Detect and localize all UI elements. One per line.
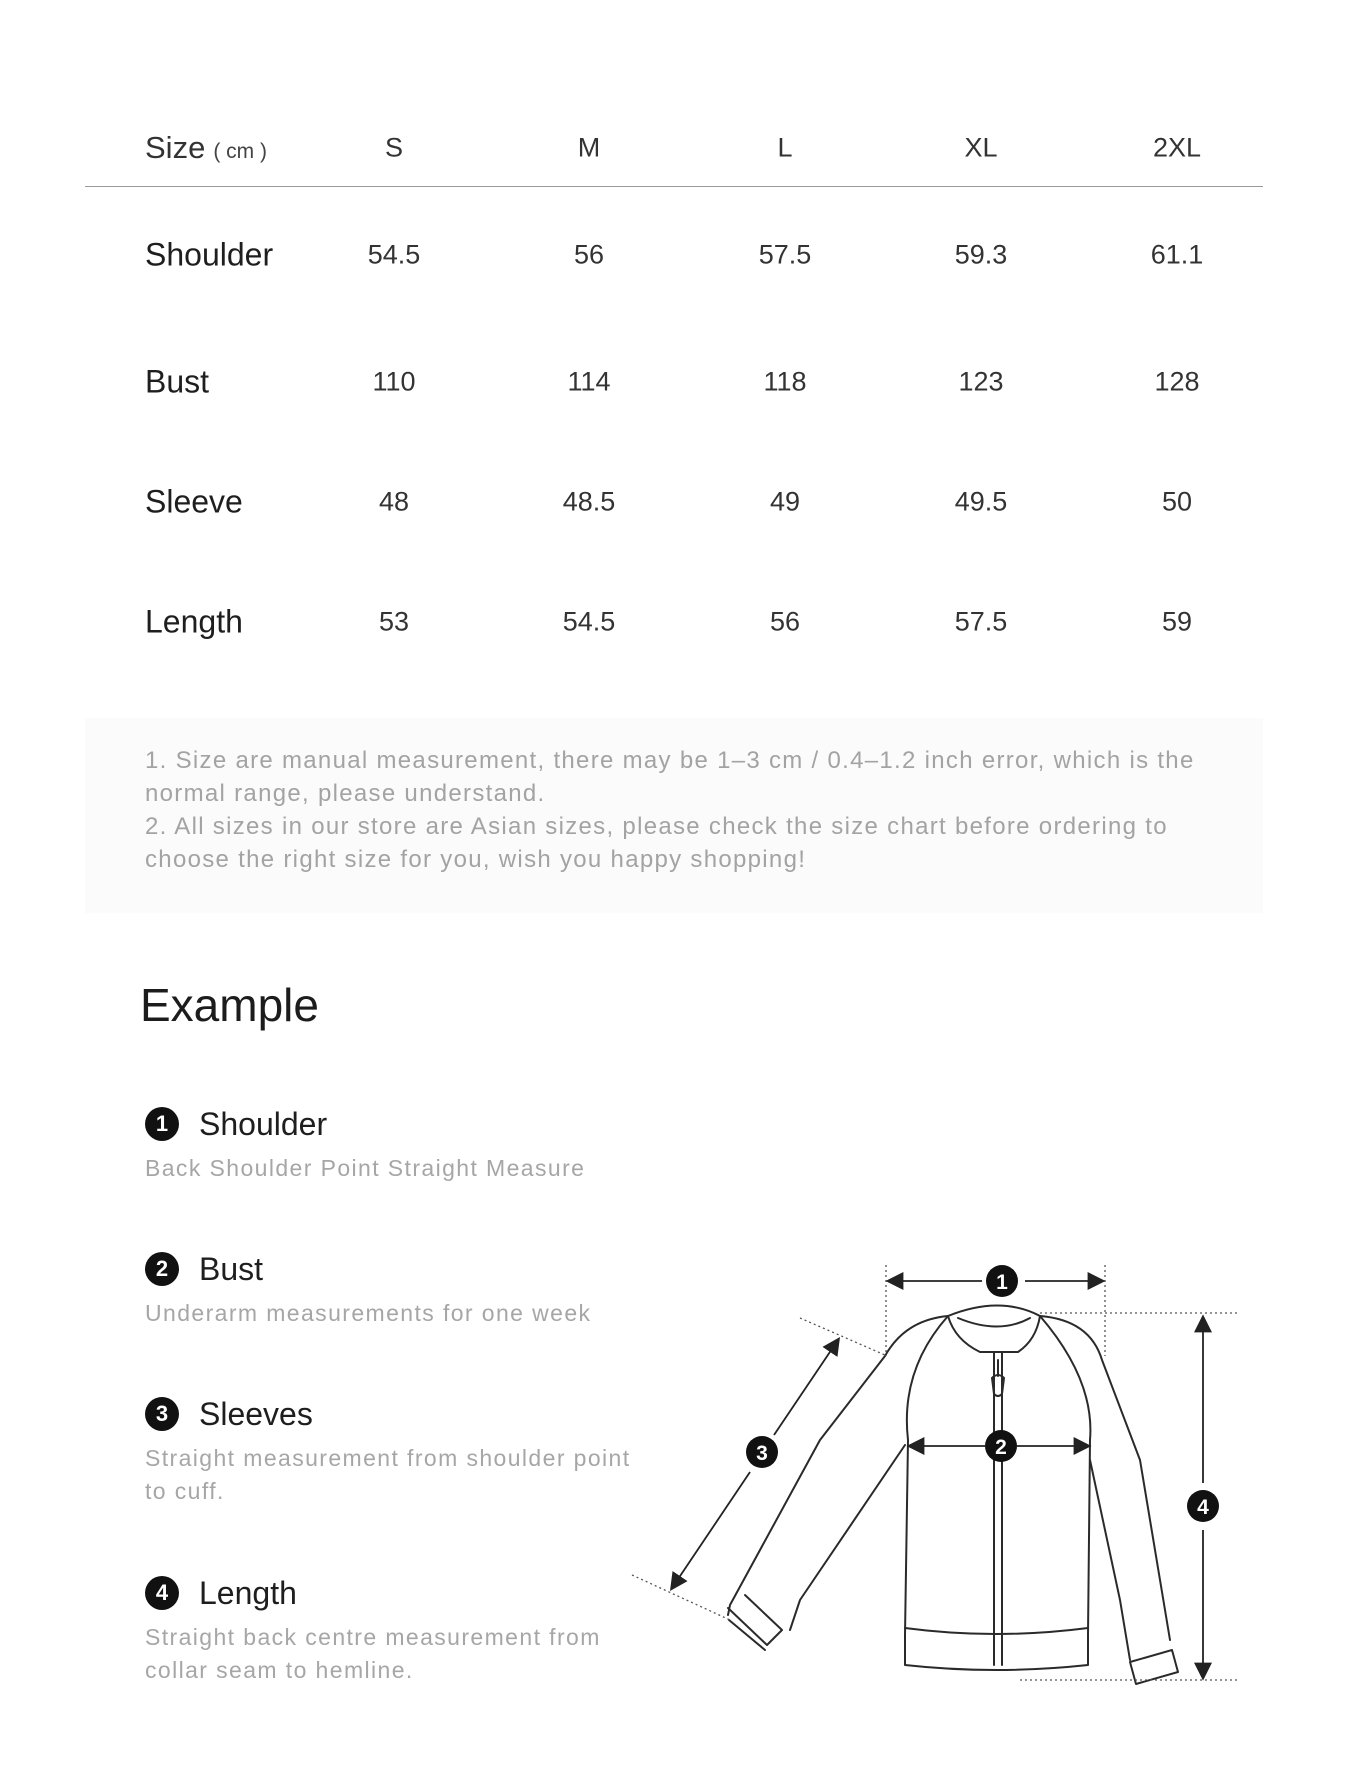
jacket-outline (728, 1306, 1178, 1685)
example-title: Example (140, 979, 319, 1031)
jacket-measurement-diagram (620, 1250, 1250, 1690)
size-notes (85, 718, 1263, 913)
measure-title: Bust (199, 1250, 264, 1287)
table-row (85, 187, 1263, 322)
size-header-label: Size ( cm ) (145, 130, 267, 165)
measure-desc: Straight back centre measurement from collar seam to hemline. (145, 1624, 601, 1683)
number-1-icon: 1 (145, 1107, 179, 1141)
guide-lines (632, 1265, 1240, 1680)
table-cell: 53 (378, 606, 410, 637)
table-cell: 56 (573, 239, 605, 269)
size-column-l: L (777, 132, 793, 163)
number-2-icon (985, 1430, 1017, 1462)
size-chart-table (85, 100, 1263, 682)
note-1: 1. Size are manual measurement, there may be 1–3 cm / 0.4–1.2 inch error, which is the normal range, please understand. (145, 747, 1195, 807)
table-cell: 57.5 (954, 606, 1008, 637)
number-4-icon (1187, 1490, 1219, 1522)
measure-title: Length (199, 1574, 297, 1611)
table-cell: 48.5 (562, 486, 616, 517)
unit-label: ( cm ) (213, 140, 267, 163)
number-3-icon (746, 1436, 778, 1468)
table-row (85, 562, 1263, 682)
size-column-s: S (384, 132, 404, 163)
measure-title: Sleeves (199, 1395, 313, 1432)
row-label-shoulder: Shoulder (145, 236, 274, 272)
measure-title: Shoulder (199, 1105, 328, 1142)
number-1-icon (986, 1265, 1018, 1297)
table-cell: 49 (769, 486, 801, 517)
measure-item-bust (145, 1249, 665, 1330)
size-table-header (85, 100, 1263, 187)
table-cell: 54.5 (367, 239, 421, 269)
table-row (85, 442, 1263, 562)
number-2-icon: 2 (145, 1252, 179, 1286)
note-2: 2. All sizes in our store are Asian sizes, please check the size chart before ordering to choose the right size for you, wish you happy shopping! (145, 813, 1168, 873)
table-cell: 56 (769, 606, 801, 637)
size-column-xl: XL (964, 132, 998, 163)
size-column-m: M (577, 132, 601, 163)
measure-item-sleeves (145, 1394, 665, 1508)
table-row (85, 322, 1263, 442)
svg-text:1: 1 (996, 1271, 1008, 1294)
table-cell: 57.5 (758, 239, 812, 269)
svg-text:3: 3 (756, 1442, 768, 1465)
table-cell: 123 (958, 366, 1004, 397)
size-column-2xl: 2XL (1152, 132, 1202, 163)
table-cell: 54.5 (562, 606, 616, 637)
table-cell: 114 (567, 366, 611, 397)
row-label-sleeve: Sleeve (145, 483, 243, 520)
measure-desc: Underarm measurements for one week (145, 1300, 592, 1326)
measure-desc: Straight measurement from shoulder point to cuff. (145, 1445, 631, 1504)
number-4-icon: 4 (145, 1576, 179, 1610)
table-cell: 59 (1161, 606, 1193, 637)
row-label-length: Length (145, 603, 243, 640)
table-cell: 59.3 (954, 239, 1008, 269)
table-cell: 128 (1154, 366, 1200, 397)
table-cell: 61.1 (1150, 239, 1204, 269)
row-label-bust: Bust (145, 363, 210, 400)
table-cell: 49.5 (954, 486, 1008, 517)
measure-item-shoulder (145, 1104, 665, 1185)
measure-desc: Back Shoulder Point Straight Measure (145, 1155, 586, 1181)
table-cell: 110 (372, 366, 416, 397)
table-cell: 50 (1161, 486, 1193, 517)
svg-text:4: 4 (1197, 1496, 1209, 1519)
table-cell: 48 (378, 486, 410, 517)
svg-text:2: 2 (995, 1436, 1007, 1459)
measure-item-length (145, 1573, 665, 1687)
number-3-icon: 3 (145, 1397, 179, 1431)
table-cell: 118 (763, 366, 807, 397)
